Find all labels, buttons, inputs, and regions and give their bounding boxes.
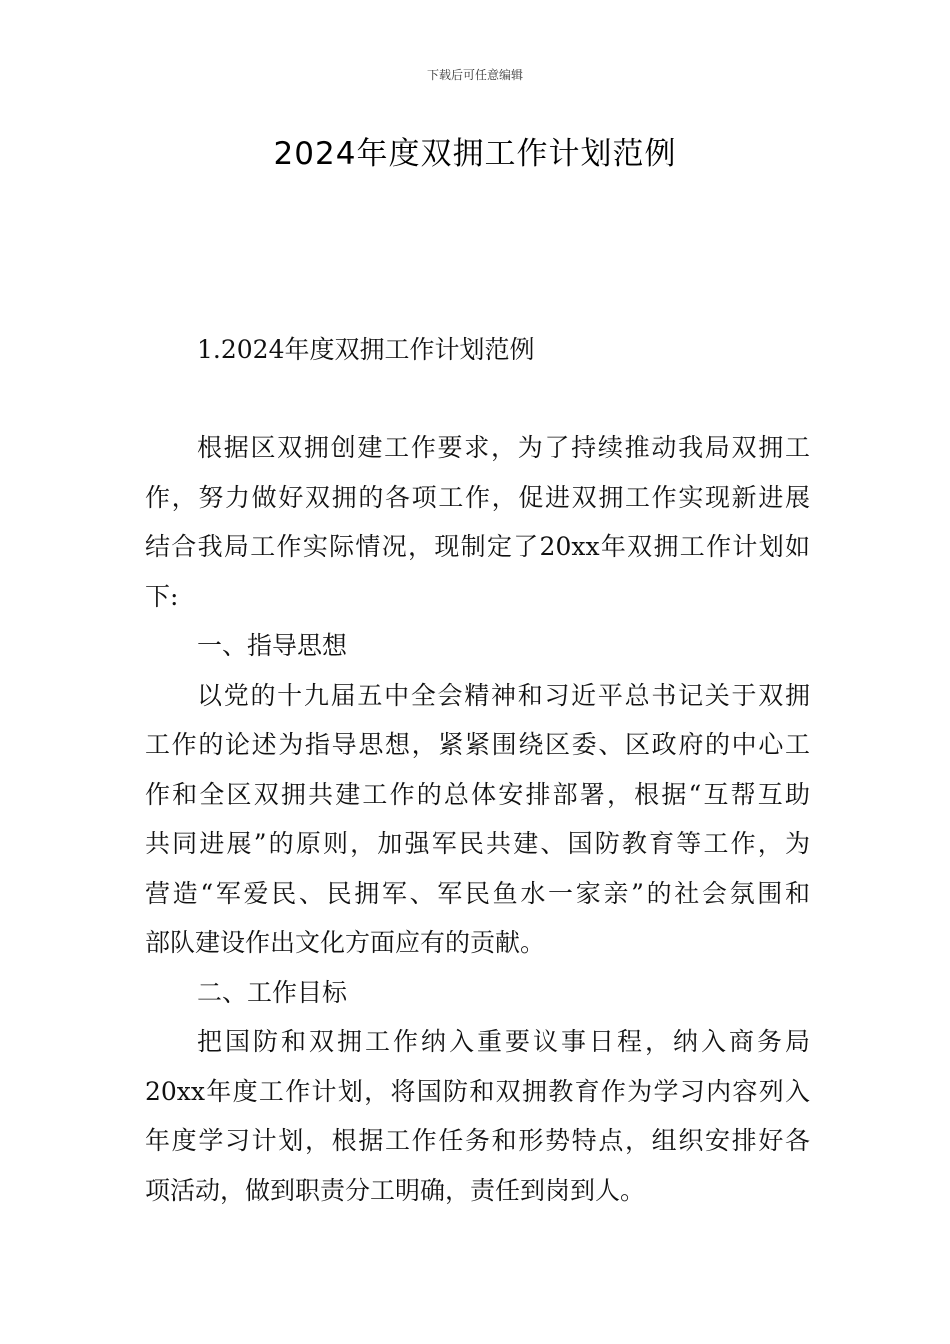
paragraph-line: 部队建设作出文化方面应有的贡献。 — [145, 928, 546, 957]
paragraph-line: 项活动，做到职责分工明确，责任到岗到人。 — [145, 1175, 646, 1205]
section-subtitle: 1.2024年度双拥工作计划范例 — [197, 335, 535, 364]
paragraph-line: 作和全区双拥共建工作的总体安排部署，根据“互帮互助 — [145, 779, 810, 809]
paragraph-line: 结合我局工作实际情况，现制定了20xx年双拥工作计划如 — [145, 532, 810, 561]
paragraph-line: 20xx年度工作计划，将国防和双拥教育作为学习内容列入 — [145, 1076, 810, 1106]
section-heading-guiding-ideology: 一、指导思想 — [197, 631, 348, 660]
paragraph-line: 作，努力做好双拥的各项工作，促进双拥工作实现新进展 — [145, 482, 810, 512]
section-heading-work-goals: 二、工作目标 — [197, 977, 348, 1007]
intro-paragraph — [145, 423, 810, 1215]
paragraph-line: 年度学习计划，根据工作任务和形势特点，组织安排好各 — [145, 1126, 810, 1155]
paragraph-line: 工作的论述为指导思想，紧紧围绕区委、区政府的中心工 — [145, 730, 810, 759]
paragraph-line: 把国防和双拥工作纳入重要议事日程，纳入商务局 — [197, 1027, 810, 1056]
header-note: 下载后可任意编辑 — [426, 68, 523, 82]
paragraph-line: 营造“军爱民、民拥军、军民鱼水一家亲”的社会氛围和 — [145, 878, 810, 908]
document-title: 2024年度双拥工作计划范例 — [273, 136, 677, 172]
paragraph-line: 下: — [145, 581, 179, 611]
paragraph-line: 根据区双拥创建工作要求，为了持续推动我局双拥工 — [197, 433, 810, 462]
paragraph-line: 以党的十九届五中全会精神和习近平总书记关于双拥 — [197, 680, 810, 710]
paragraph-line: 共同进展”的原则，加强军民共建、国防教育等工作，为 — [145, 829, 810, 858]
